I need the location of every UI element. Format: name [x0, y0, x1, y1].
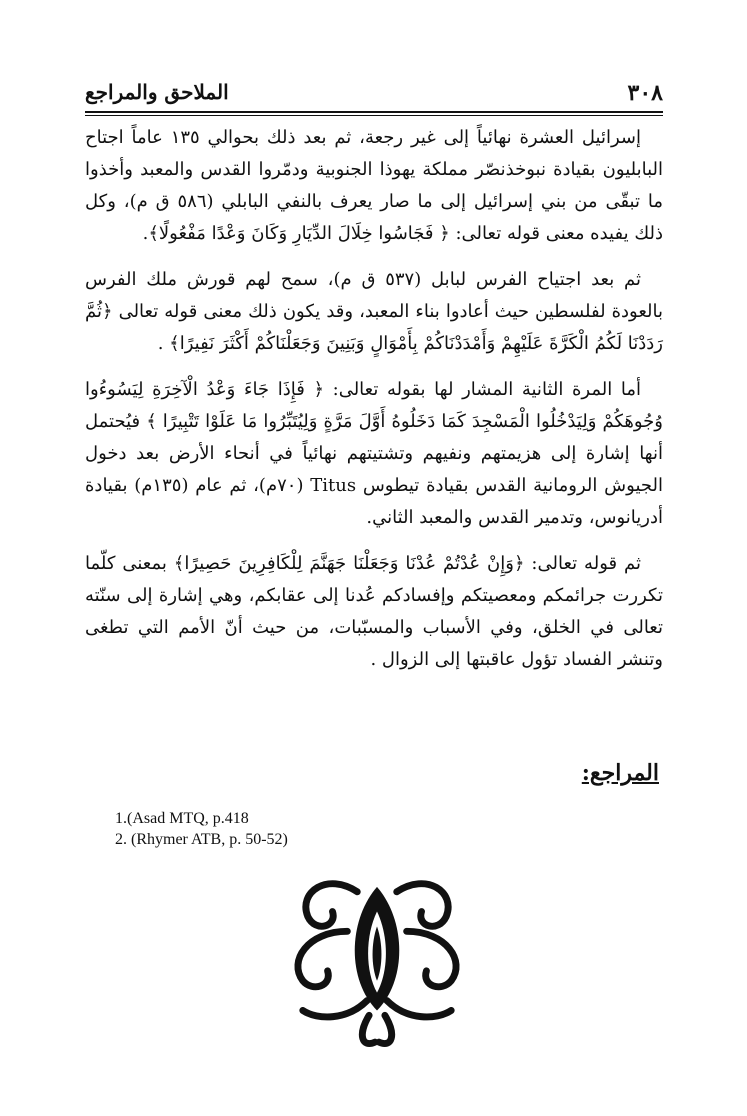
paragraph: أما المرة الثانية المشار لها بقوله تعالى: ﴿ فَإِذَا جَاءَ وَعْدُ الْآخِرَةِ لِيَسُوءُوا وُجُوهَكُمْ وَلِيَدْخُلُوا الْمَسْجِدَ كَمَا دَخَلُوهُ أَوَّلَ مَرَّةٍ وَلِيُتَبِّرُوا مَا عَلَوْا تَتْبِيرًا ﴾ فيُحتمل أنها إشارة إلى هزيمتهم ونفيهم وتشتيتهم نهائياً في أنحاء الأرض بعد دخول الجيوش الرومانية القدس بقيادة تيطوس Titus (٧٠م)، ثم عام (١٣٥م) بقيادة أدريانوس، وتدمير القدس والمعبد الثاني. [85, 379, 663, 528]
paragraph: إسرائيل العشرة نهائياً إلى غير رجعة، ثم بعد ذلك بحوالي ١٣٥ عاماً اجتاح البابليون بقيادة نبوخذنصّر مملكة يهوذا الجنوبية ودمّروا القدس والمعبد وأخذوا ما تبقّى من بني إسرائيل إلى ما صار يعرف بالنفي البابلي (٥٨٦ ق م)، وكل ذلك يفيده معنى قوله تعالى: ﴿ فَجَاسُوا خِلَالَ الدِّيَارِ وَكَانَ وَعْدًا مَفْعُولًا﴾. [85, 127, 663, 244]
floral-ornament-icon [288, 872, 466, 1050]
header-rule [85, 111, 663, 113]
references-list [115, 808, 288, 850]
reference-item: 1.(Asad MTQ, p.418 [115, 810, 249, 827]
reference-item: 2. (Rhymer ATB, p. 50-52) [115, 831, 288, 848]
paragraph: ثم قوله تعالى: ﴿وَإِنْ عُدْتُمْ عُدْنَا وَجَعَلْنَا جَهَنَّمَ لِلْكَافِرِينَ حَصِيرًا﴾ بمعنى كلّما تكررت جرائمكم ومعصيتكم وإفسادكم عُدنا إلى عقابكم، وهي إشارة إلى سنّته تعالى في الخلق، وفي الأسباب والمسبّبات، من حيث أنّ الأمم التي تطغى وتنشر الفساد تؤول عاقبتها إلى الزوال . [85, 553, 663, 670]
main-text [85, 122, 663, 676]
running-title: الملاحق والمراجع [85, 80, 229, 104]
references-heading: المراجع: [581, 760, 659, 786]
header-rule-thin [85, 115, 663, 116]
running-header [85, 80, 663, 110]
paragraph: ثم بعد اجتياح الفرس لبابل (٥٣٧ ق م)، سمح لهم قورش ملك الفرس بالعودة لفلسطين حيث أعادوا بناء المعبد، وقد يكون ذلك معنى قوله تعالى ﴿ثُمَّ رَدَدْنَا لَكُمُ الْكَرَّةَ عَلَيْهِمْ وَأَمْدَدْنَاكُمْ بِأَمْوَالٍ وَبَنِينَ وَجَعَلْنَاكُمْ أَكْثَرَ نَفِيرًا﴾ . [85, 269, 663, 354]
page-number: ٣٠٨ [627, 80, 663, 106]
